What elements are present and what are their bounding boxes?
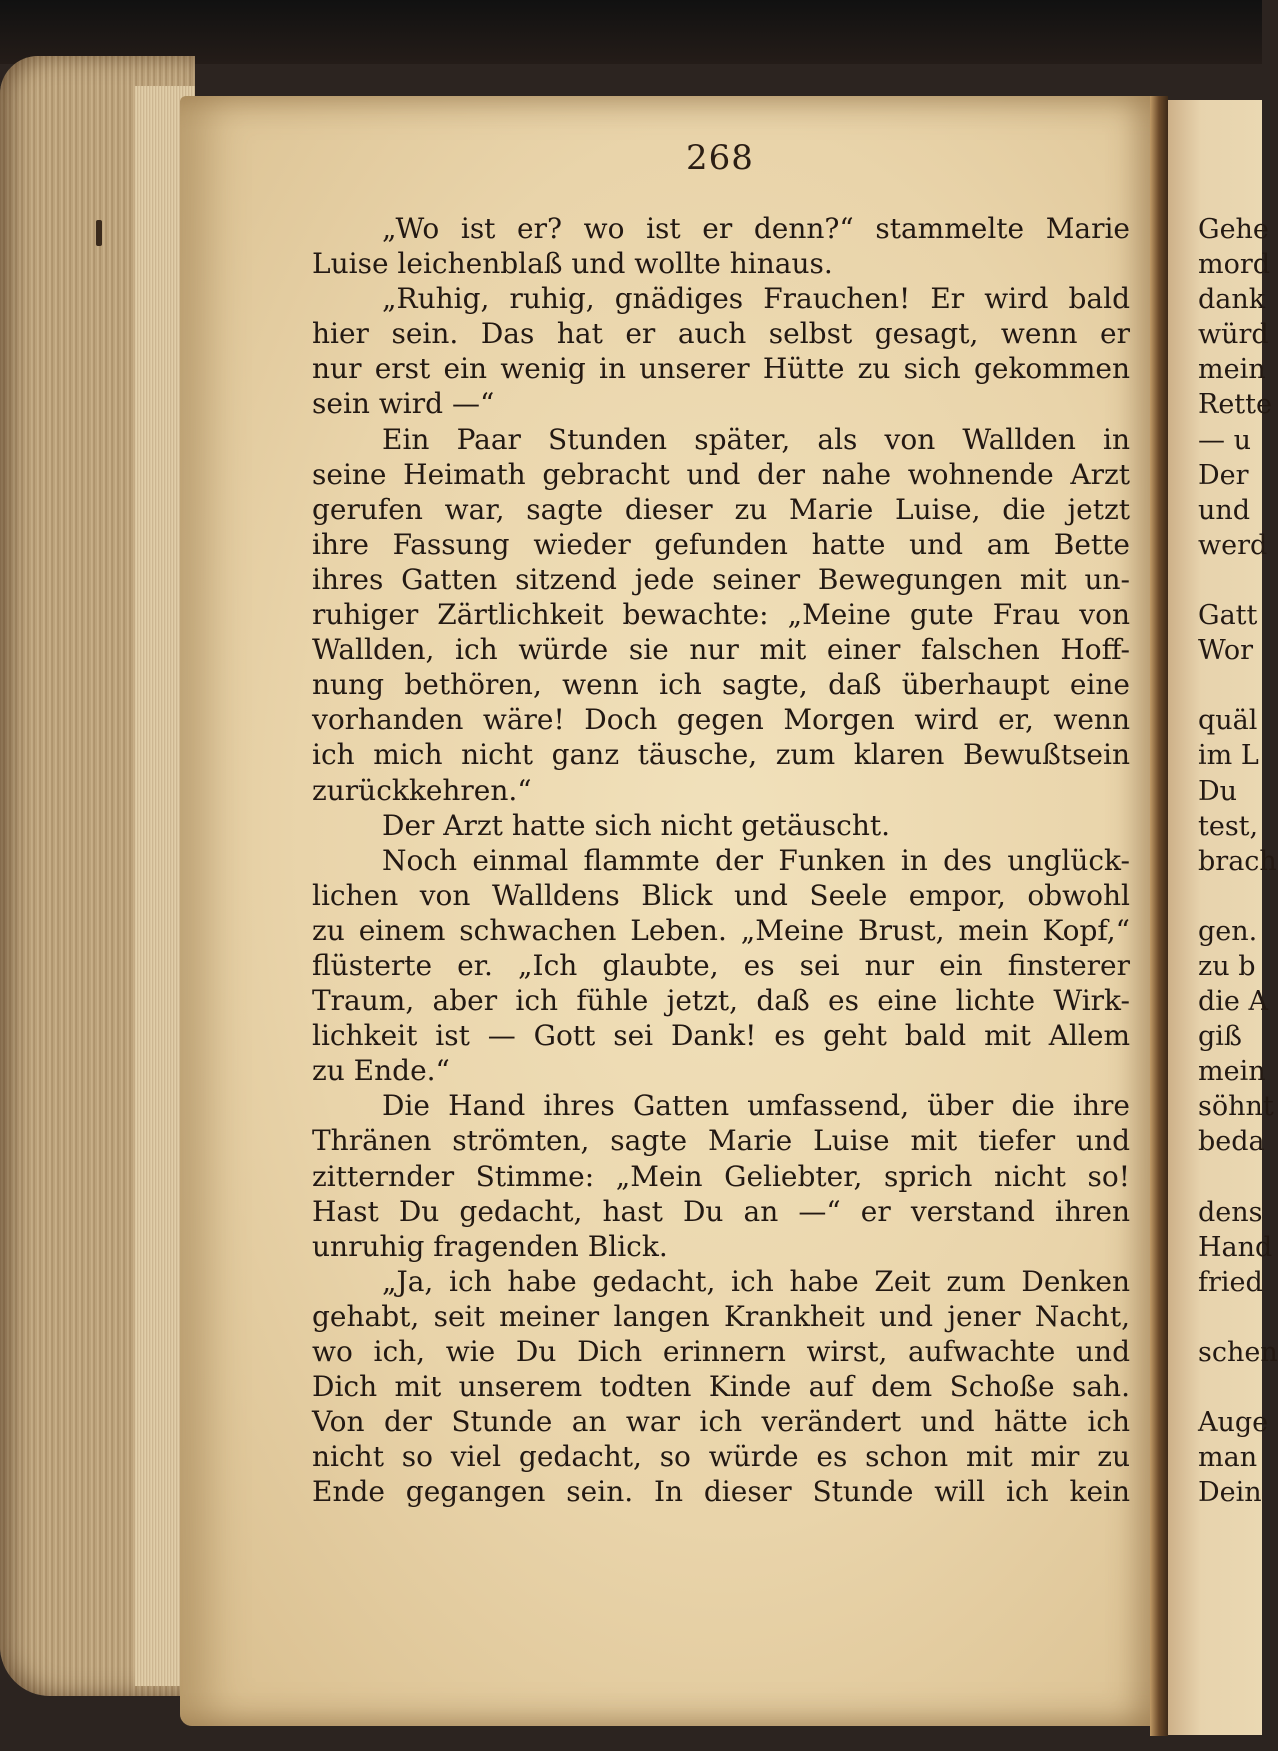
- right-page-fragment: [1198, 1300, 1262, 1335]
- margin-mark: [96, 220, 102, 246]
- text-line: Noch einmal flammte der Funken in des unglück-: [382, 843, 1130, 877]
- text-line: gerufen war, sagte dieser zu Marie Luise, die jetzt: [312, 492, 1130, 526]
- right-page-fragment: [1198, 1370, 1262, 1405]
- right-page-fragment: test,: [1198, 810, 1259, 842]
- text-line: wo ich, wie Du Dich erinnern wirst, aufwachte und: [312, 1335, 1130, 1368]
- text-line: Dich mit unserem todten Kinde auf dem Schoße sah.: [312, 1370, 1130, 1404]
- right-page-fragment: Du: [1198, 775, 1238, 807]
- right-page-fragment: werd: [1198, 529, 1268, 561]
- text-line: Ein Paar Stunden später, als von Wallden in: [382, 422, 1130, 456]
- right-page-fragment: [1198, 563, 1262, 598]
- text-line: Die Hand ihres Gatten umfassend, über die ihre: [382, 1089, 1130, 1123]
- right-page-fragment: dank: [1198, 284, 1266, 316]
- text-line: Wallden, ich würde sie nur mit einer falschen Hoff-: [312, 633, 1130, 667]
- right-page-fragment: Auge: [1198, 1407, 1269, 1439]
- right-page-fragment: im L: [1198, 740, 1259, 772]
- text-line: gehabt, seit meiner langen Krankheit und jener Nacht,: [312, 1299, 1130, 1333]
- right-page-fragment: fried: [1198, 1266, 1263, 1298]
- text-line: Von der Stunde an war ich verändert und hätte ich: [312, 1405, 1130, 1439]
- right-page-fragment: Gatt: [1198, 600, 1258, 632]
- text-line: ihre Fassung wieder gefunden hatte und am Bette: [312, 527, 1130, 561]
- text-line: lichen von Walldens Blick und Seele empor, obwohl: [312, 878, 1130, 912]
- text-line: zu einem schwachen Leben. „Meine Brust, mein Kopf,“: [312, 913, 1130, 947]
- text-line: Thränen strömten, sagte Marie Luise mit tiefer und: [312, 1124, 1130, 1158]
- text-line: Luise leichenblaß und wollte hinaus.: [312, 247, 833, 281]
- text-line: „Wo ist er? wo ist er denn?“ stammelte Marie: [382, 212, 1130, 245]
- text-line: zitternder Stimme: „Mein Geliebter, sprich nicht so!: [312, 1159, 1130, 1193]
- text-line: Traum, aber ich fühle jetzt, daß es eine lichte Wirk-: [312, 984, 1130, 1018]
- right-page-fragment: beda: [1198, 1126, 1265, 1158]
- right-page-fragment: und: [1198, 494, 1251, 526]
- right-page-fragment: man: [1198, 1442, 1258, 1474]
- right-page-fragment: Rette: [1198, 389, 1272, 421]
- right-page-fragment: würd: [1198, 319, 1269, 351]
- right-page-fragment: söhnt: [1198, 1091, 1274, 1123]
- right-page-fragment: giß: [1198, 1021, 1242, 1053]
- right-page-fragment: [1198, 879, 1262, 914]
- text-line: flüsterte er. „Ich glaubte, es sei nur ein finsterer: [312, 948, 1130, 982]
- page-number: 268: [686, 138, 754, 178]
- right-page-fragment: die A: [1198, 986, 1268, 1018]
- right-page-fragment: Gehe: [1198, 214, 1269, 245]
- right-page-fragment: mord: [1198, 249, 1271, 281]
- right-page-fragment: Dein: [1198, 1477, 1262, 1509]
- right-page-fragment: gen.: [1198, 915, 1258, 947]
- text-line: nur erst ein wenig in unserer Hütte zu sich gekommen: [312, 352, 1130, 386]
- right-page-fragment: mein: [1198, 354, 1266, 386]
- text-line: ihres Gatten sitzend jede seiner Bewegungen mit un-: [312, 562, 1130, 596]
- text-line: zurückkehren.“: [312, 773, 532, 807]
- text-line: unruhig fragenden Blick.: [312, 1229, 668, 1263]
- text-line: vorhanden wäre! Doch gegen Morgen wird er, wenn: [312, 703, 1130, 737]
- right-page-fragment: — u: [1198, 424, 1251, 456]
- left-page-text: [312, 211, 1130, 1509]
- text-line: sein wird —“: [312, 387, 495, 421]
- right-page-fragment: [1198, 1160, 1262, 1195]
- right-page-fragment: Der: [1198, 459, 1249, 491]
- text-line: ich mich nicht ganz täusche, zum klaren Bewußtsein: [312, 738, 1130, 772]
- text-line: „Ja, ich habe gedacht, ich habe Zeit zum Denken: [382, 1264, 1130, 1298]
- right-page-fragment: schen: [1198, 1337, 1278, 1368]
- text-line: zu Ende.“: [312, 1054, 450, 1088]
- background-shadow: [0, 0, 1262, 64]
- text-line: ruhiger Zärtlichkeit bewachte: „Meine gute Frau von: [312, 598, 1130, 632]
- right-page-fragment: mein: [1198, 1056, 1266, 1088]
- right-page-fragment: brach: [1198, 845, 1277, 877]
- text-line: nung bethören, wenn ich sagte, daß überhaupt eine: [312, 668, 1130, 702]
- right-page-text: [1198, 212, 1278, 1510]
- right-page-fragment: quäl: [1198, 705, 1258, 737]
- text-line: Hast Du gedacht, hast Du an —“ er verstand ihren: [312, 1194, 1130, 1228]
- right-page-fragment: [1198, 668, 1262, 703]
- right-page-fragment: Hand: [1198, 1231, 1273, 1263]
- text-line: nicht so viel gedacht, so würde es schon mit mir zu: [312, 1440, 1130, 1474]
- book-gutter: [1150, 96, 1168, 1736]
- text-line: Ende gegangen sein. In dieser Stunde will ich kein: [312, 1475, 1130, 1509]
- right-page-fragment: dens: [1198, 1196, 1263, 1228]
- text-line: Der Arzt hatte sich nicht getäuscht.: [382, 808, 891, 842]
- right-page-fragment: zu b: [1198, 950, 1256, 982]
- text-line: lichkeit ist — Gott sei Dank! es geht bald mit Allem: [312, 1019, 1130, 1053]
- text-line: seine Heimath gebracht und der nahe wohnende Arzt: [312, 457, 1130, 491]
- right-page-fragment: Wor: [1198, 635, 1254, 667]
- text-line: „Ruhig, ruhig, gnädiges Frauchen! Er wird bald: [382, 282, 1130, 316]
- text-line: hier sein. Das hat er auch selbst gesagt, wenn er: [312, 317, 1130, 351]
